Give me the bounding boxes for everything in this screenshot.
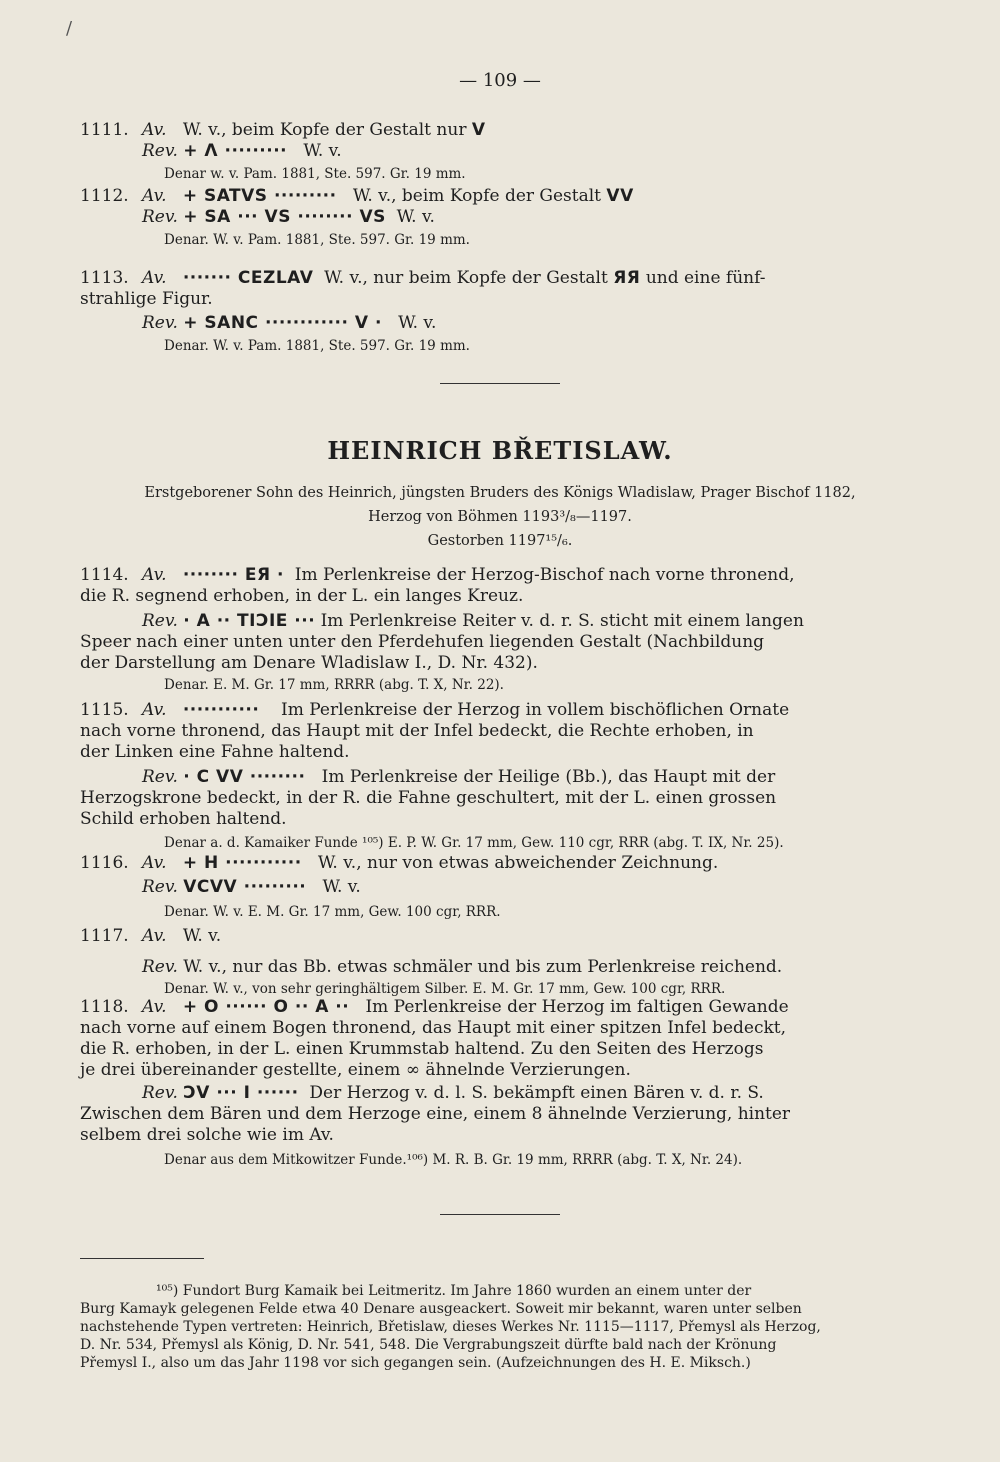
- entry-number: 1118.: [80, 997, 129, 1017]
- av-continuation: strahlige Figur.: [80, 289, 213, 309]
- coin-note: Denar aus dem Mitkowitzer Funde.¹⁰⁶) M. R. B. Gr. 19 mm, RRRR (abg. T. X, Nr. 24).: [164, 1152, 743, 1168]
- entry-number: 1117.: [80, 926, 129, 946]
- rev-label: Rev.: [142, 141, 178, 161]
- av-legend-2: ЯЯ: [613, 268, 641, 288]
- rev-continuation-2: selbem drei solche wie im Av.: [80, 1125, 334, 1145]
- section-title: HEINRICH BŘETISLAW.: [327, 436, 673, 465]
- av-label: Av.: [142, 700, 167, 720]
- rev-label: Rev.: [142, 877, 178, 897]
- section-subtitle-1: Erstgeborener Sohn des Heinrich, jüngsten Bruders des Königs Wladislaw, Prager Bischof 1182,: [144, 485, 856, 501]
- rev-continuation-1: Zwischen dem Bären und dem Herzoge eine, einem 8 ähnelnde Verzierung, hinter: [80, 1104, 791, 1124]
- av-text: W. v., beim Kopfe der Gestalt: [352, 186, 602, 206]
- entry-1114: [80, 565, 900, 695]
- rev-legend: + SA ··· VS ········ VS: [183, 207, 386, 227]
- entry-1113: [80, 268, 900, 356]
- rev-legend: + SANC ············ V ·: [183, 313, 382, 333]
- av-legend: V: [471, 120, 486, 140]
- rev-legend: + Λ ·········: [183, 141, 288, 161]
- coin-note: Denar. W. v., von sehr geringhältigem Silber. E. M. Gr. 17 mm, Gew. 100 cgr, RRR.: [164, 981, 726, 997]
- av-legend-2: VV: [606, 186, 634, 206]
- entry-number: 1114.: [80, 565, 129, 585]
- av-text: W. v.: [182, 926, 222, 946]
- section-subtitle-3: Gestorben 1197¹⁵/₆.: [427, 533, 573, 549]
- coin-note: Denar a. d. Kamaiker Funde ¹⁰⁵) E. P. W. Gr. 17 mm, Gew. 110 cgr, RRR (abg. T. IX, Nr. 25).: [164, 835, 784, 851]
- rev-label: Rev.: [142, 313, 178, 333]
- av-continuation-3: je drei übereinander gestellte, einem ∞ ähnelnde Verzierungen.: [80, 1060, 631, 1080]
- av-legend: + O ······ O ·· A ··: [182, 997, 350, 1017]
- footnote-line: Burg Kamayk gelegenen Felde etwa 40 Denare ausgeackert. Soweit mir bekannt, waren unter selben: [80, 1301, 802, 1317]
- rev-legend: ƆV ··· I ······: [183, 1083, 299, 1103]
- rev-text: W. v.: [396, 207, 435, 227]
- rev-continuation-1: Herzogskrone bedeckt, in der R. die Fahne geschultert, mit der L. einen grossen: [80, 788, 777, 808]
- rev-label: Rev.: [142, 1083, 178, 1103]
- rev-label: Rev.: [142, 611, 178, 631]
- entry-number: 1112.: [80, 186, 129, 206]
- page-number: — 109 —: [459, 70, 541, 91]
- av-text: Im Perlenkreise der Herzog im faltigen Gewande: [365, 997, 789, 1017]
- rev-continuation-2: Schild erhoben haltend.: [80, 809, 287, 829]
- footnote-line: D. Nr. 534, Přemysl als König, D. Nr. 541, 548. Die Vergrabungszeit dürfte bald nach der Krönung: [80, 1337, 777, 1353]
- footnote-line: ¹⁰⁵) Fundort Burg Kamaik bei Leitmeritz. Im Jahre 1860 wurden an einem unter der: [156, 1283, 752, 1299]
- rev-text: Im Perlenkreise der Heilige (Bb.), das Haupt mit der: [321, 767, 776, 787]
- av-legend: ···········: [182, 700, 260, 720]
- entry-number: 1115.: [80, 700, 129, 720]
- rev-label: Rev.: [142, 957, 178, 977]
- entry-number: 1111.: [80, 120, 129, 140]
- entry-1118: [80, 997, 900, 1170]
- coin-note: Denar. W. v. E. M. Gr. 17 mm, Gew. 100 cgr, RRR.: [164, 904, 501, 920]
- av-legend: + H ···········: [182, 853, 302, 873]
- footnote-105: [80, 1282, 900, 1372]
- av-text: W. v., nur von etwas abweichender Zeichnung.: [317, 853, 719, 873]
- rev-label: Rev.: [142, 207, 178, 227]
- av-continuation: die R. segnend erhoben, in der L. ein langes Kreuz.: [80, 586, 524, 606]
- rev-text: W. v.: [398, 313, 437, 333]
- entry-1115: [80, 700, 900, 853]
- rev-text: Der Herzog v. d. l. S. bekämpft einen Bären v. d. r. S.: [309, 1083, 764, 1103]
- entry-1112: [80, 186, 900, 250]
- av-continuation-1: nach vorne thronend, das Haupt mit der Infel bedeckt, die Rechte erhoben, in: [80, 721, 754, 741]
- section-subtitle-2: Herzog von Böhmen 1193³/₈—1197.: [368, 509, 632, 525]
- av-label: Av.: [142, 997, 167, 1017]
- rev-text: Im Perlenkreise Reiter v. d. r. S. sticht mit einem langen: [320, 611, 804, 631]
- rev-legend: · C VV ········: [183, 767, 306, 787]
- footnote-line: nachstehende Typen vertreten: Heinrich, Břetislaw, dieses Werkes Nr. 1115—1117, Přemysl als Herzog,: [80, 1319, 821, 1335]
- footnote-line: Přemysl I., also um das Jahr 1198 vor sich gegangen sein. (Aufzeichnungen des H. E. Miksch.): [80, 1355, 751, 1371]
- rev-text: W. v.: [303, 141, 342, 161]
- av-label: Av.: [142, 926, 167, 946]
- av-label: Av.: [142, 186, 167, 206]
- av-legend: ········ EЯ ·: [182, 565, 284, 585]
- rev-text: W. v., nur das Bb. etwas schmäler und bis zum Perlenkreise reichend.: [183, 957, 783, 977]
- coin-note: Denar. E. M. Gr. 17 mm, RRRR (abg. T. X, Nr. 22).: [164, 677, 504, 693]
- entry-1111: [80, 120, 900, 184]
- rev-continuation-1: Speer nach einer unten unter den Pferdehufen liegenden Gestalt (Nachbildung: [80, 632, 765, 652]
- av-text: Im Perlenkreise der Herzog in vollem bischöflichen Ornate: [280, 700, 790, 720]
- rev-continuation-2: der Darstellung am Denare Wladislaw I., D. Nr. 432).: [80, 653, 538, 673]
- av-text: Im Perlenkreise der Herzog-Bischof nach vorne thronend,: [294, 565, 795, 585]
- entry-1117: [80, 926, 900, 999]
- section-divider-end: [440, 1214, 560, 1215]
- footnote-rule: [80, 1258, 204, 1259]
- rev-legend: VCVV ·········: [183, 877, 307, 897]
- rev-text: W. v.: [322, 877, 361, 897]
- corner-mark: /: [66, 18, 73, 39]
- coin-note: Denar w. v. Pam. 1881, Ste. 597. Gr. 19 mm.: [164, 166, 466, 182]
- av-text: W. v., nur beim Kopfe der Gestalt: [324, 268, 608, 288]
- av-continuation-2: der Linken eine Fahne haltend.: [80, 742, 350, 762]
- av-text-2: und eine fünf-: [645, 268, 766, 288]
- entry-number: 1113.: [80, 268, 129, 288]
- av-label: Av.: [142, 120, 167, 140]
- av-legend: + SATVS ·········: [182, 186, 337, 206]
- av-label: Av.: [142, 853, 167, 873]
- coin-note: Denar. W. v. Pam. 1881, Ste. 597. Gr. 19 mm.: [164, 232, 470, 248]
- rev-legend: · A ·· TIƆIE ···: [183, 611, 316, 631]
- coin-note: Denar. W. v. Pam. 1881, Ste. 597. Gr. 19 mm.: [164, 338, 470, 354]
- av-label: Av.: [142, 565, 167, 585]
- av-label: Av.: [142, 268, 167, 288]
- av-continuation-2: die R. erhoben, in der L. einen Krummstab haltend. Zu den Seiten des Herzogs: [80, 1039, 764, 1059]
- section-divider: [440, 383, 560, 384]
- av-legend: ······· CEZLAV: [182, 268, 314, 288]
- av-text: W. v., beim Kopfe der Gestalt nur: [182, 120, 467, 140]
- entry-number: 1116.: [80, 853, 129, 873]
- entry-1116: [80, 853, 900, 922]
- rev-label: Rev.: [142, 767, 178, 787]
- av-continuation-1: nach vorne auf einem Bogen thronend, das Haupt mit einer spitzen Infel bedeckt,: [80, 1018, 787, 1038]
